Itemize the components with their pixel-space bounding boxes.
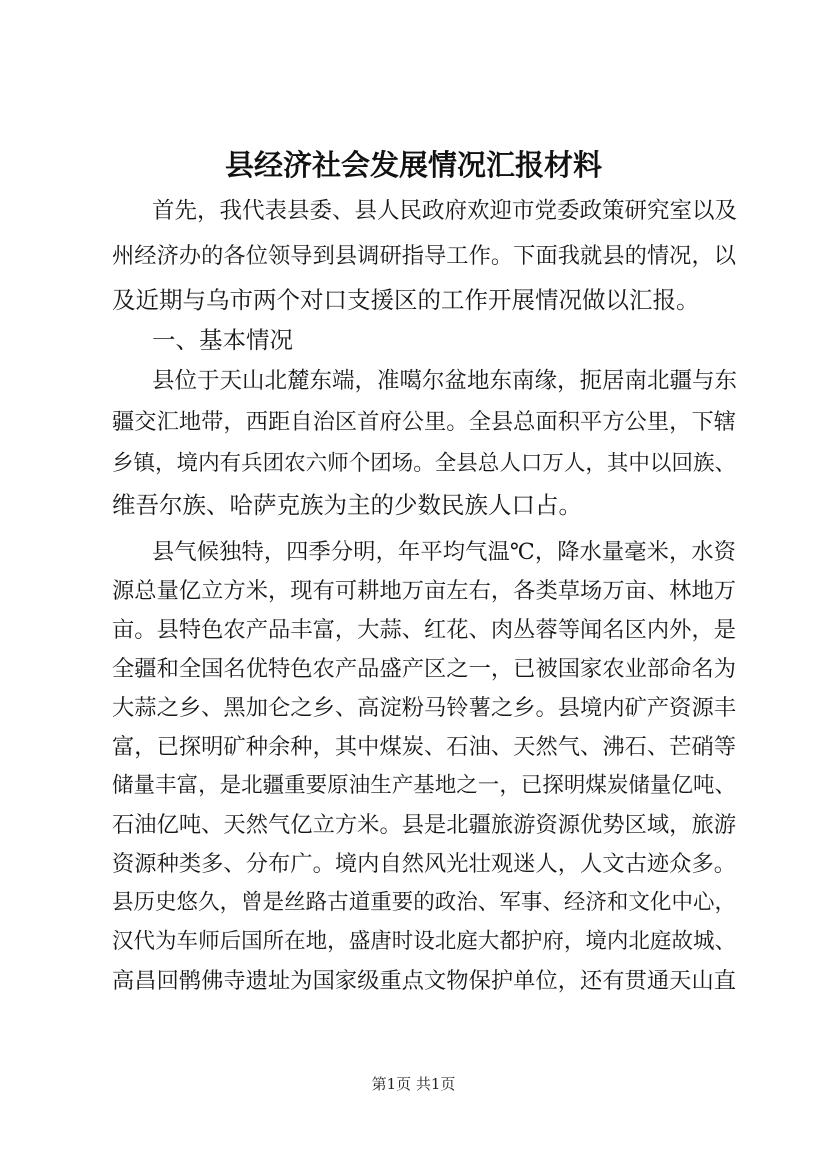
paragraph-line: 亩。县特色农产品丰富，大蒜、红花、肉丛蓉等闻名区内外，是 bbox=[112, 617, 736, 643]
paragraph-line: 全疆和全国名优特色农产品盛产区之一，已被国家农业部命名为 bbox=[112, 656, 736, 682]
paragraph-line: 石油亿吨、天然气亿立方米。县是北疆旅游资源优势区域，旅游 bbox=[112, 812, 736, 838]
paragraph-line: 首先，我代表县委、县人民政府欢迎市党委政策研究室以及 bbox=[152, 198, 738, 224]
paragraph-line: 县历史悠久，曾是丝路古道重要的政治、军事、经济和文化中心， bbox=[112, 890, 736, 915]
paragraph-line: 储量丰富，是北疆重要原油生产基地之一，已探明煤炭储量亿吨、 bbox=[112, 773, 736, 798]
paragraph-line: 资源种类多、分布广。境内自然风光壮观迷人，人文古迹众多。 bbox=[112, 851, 736, 877]
paragraph-line: 大蒜之乡、黑加仑之乡、高淀粉马铃薯之乡。县境内矿产资源丰 bbox=[112, 695, 736, 721]
paragraph-line: 县气候独特，四季分明，年平均气温℃，降水量毫米，水资 bbox=[152, 539, 736, 565]
document-title: 县经济社会发展情况汇报材料 bbox=[224, 148, 602, 182]
paragraph-line: 源总量亿立方米，现有可耕地万亩左右，各类草场万亩、林地万 bbox=[112, 578, 736, 604]
paragraph-line: 县位于天山北麓东端，准噶尔盆地东南缘，扼居南北疆与东 bbox=[152, 368, 738, 394]
paragraph-line: 乡镇，境内有兵团农六师个团场。全县总人口万人，其中以回族、 bbox=[112, 451, 736, 476]
paragraph-line: 疆交汇地带，西距自治区首府公里。全县总面积平方公里，下辖 bbox=[112, 409, 736, 435]
paragraph-line: 维吾尔族、哈萨克族为主的少数民族人口占。 bbox=[112, 491, 582, 519]
section-heading: 一、基本情况 bbox=[152, 326, 293, 354]
paragraph-line: 高昌回鹘佛寺遗址为国家级重点文物保护单位，还有贯通天山直 bbox=[112, 968, 736, 994]
paragraph-line: 州经济办的各位领导到县调研指导工作。下面我就县的情况，以 bbox=[112, 243, 736, 269]
paragraph-line: 及近期与乌市两个对口支援区的工作开展情况做以汇报。 bbox=[112, 286, 700, 314]
paragraph-line: 富，已探明矿种余种，其中煤炭、石油、天然气、沸石、芒硝等 bbox=[112, 734, 736, 760]
page-footer: 第1页 共1页 bbox=[371, 1075, 456, 1093]
paragraph-line: 汉代为车师后国所在地，盛唐时设北庭大都护府，境内北庭故城、 bbox=[112, 929, 736, 954]
